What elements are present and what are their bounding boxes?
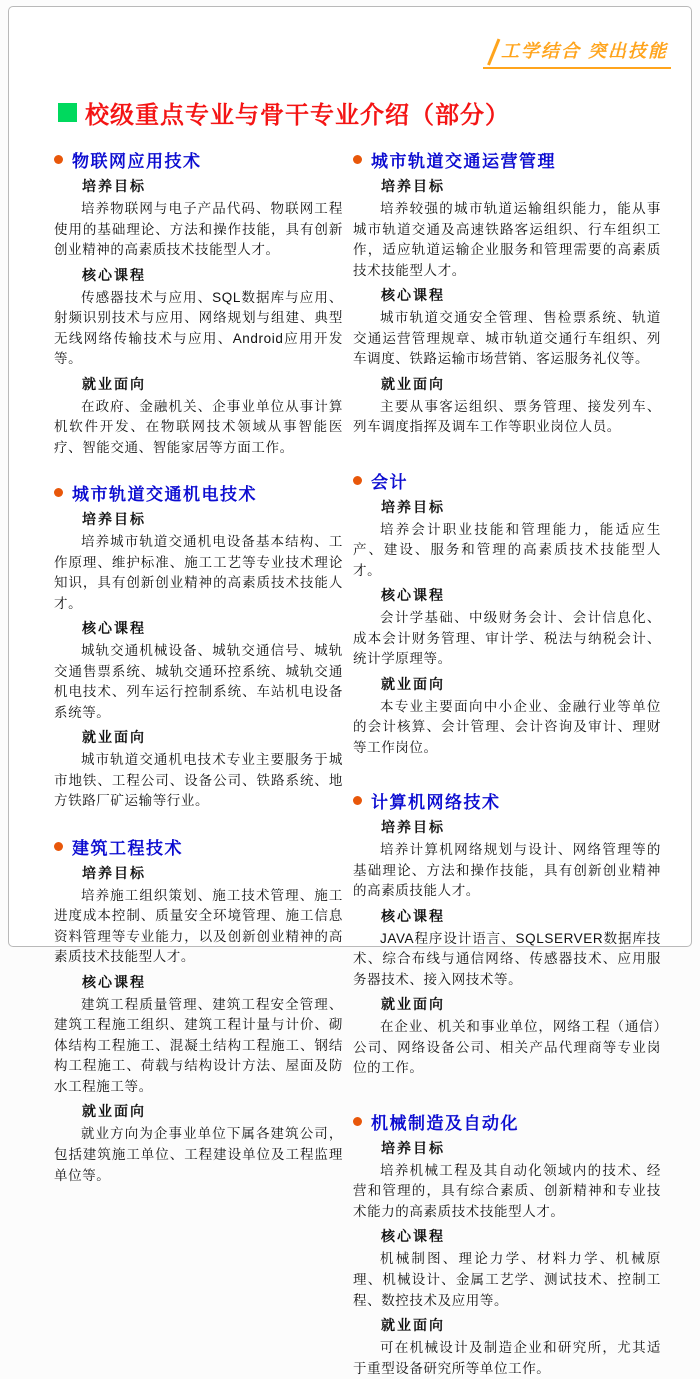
left-column	[54, 147, 343, 1186]
page-title-text: 校级重点专业与骨干专业介绍（部分）	[85, 102, 510, 129]
major-title-row	[54, 147, 343, 172]
major-section	[54, 147, 343, 458]
courses-heading: 核心课程	[82, 620, 146, 637]
green-square-icon	[58, 103, 77, 122]
jobs-heading: 就业面向	[381, 675, 445, 692]
jobs-heading: 就业面向	[82, 375, 146, 392]
goal-heading: 培养目标	[381, 498, 445, 515]
major-title: 城市轨道交通机电技术	[72, 485, 257, 505]
jobs-text: 在政府、金融机关、企事业单位从事计算机软件开发、在物联网技术领域从事智能医疗、智能交通、智能家居等方面工作。	[54, 398, 343, 455]
major-title: 计算机网络技术	[371, 793, 501, 813]
major-title-row	[353, 788, 661, 813]
jobs-heading: 就业面向	[82, 1103, 146, 1120]
courses-text: 城市轨道交通安全管理、售检票系统、轨道交通运营管理规章、城市轨道交通行车组织、列车调度、铁路运输市场营销、客运服务礼仪等。	[353, 310, 661, 367]
jobs-heading: 就业面向	[381, 996, 445, 1013]
goal-text: 培养计算机网络规划与设计、网络管理等的基础理论、方法和操作技能，具有创新创业精神的高素质技能人才。	[353, 842, 661, 899]
bullet-circle-icon	[353, 1117, 362, 1126]
goal-text: 培养较强的城市轨道运输组织能力，能从事城市轨道交通及高速铁路客运组织、行车组织工作，适应轨道运输企业服务和管理需要的高素质技术技能型人才。	[353, 201, 661, 278]
courses-heading: 核心课程	[82, 973, 146, 990]
bullet-circle-icon	[54, 488, 63, 497]
page-frame	[8, 6, 692, 1376]
jobs-text: 本专业主要面向中小企业、金融行业等单位的会计核算、会计管理、会计咨询及审计、理财等工作岗位。	[353, 698, 661, 755]
courses-text: 会计学基础、中级财务会计、会计信息化、成本会计财务管理、审计学、税法与纳税会计、统计学原理等。	[353, 610, 661, 667]
major-section	[353, 468, 661, 759]
bullet-circle-icon	[54, 842, 63, 851]
major-title: 物联网应用技术	[72, 152, 202, 171]
major-title-row	[54, 480, 343, 505]
major-section	[54, 834, 343, 1186]
goal-heading: 培养目标	[381, 819, 445, 836]
major-title-row	[353, 1109, 661, 1134]
bullet-circle-icon	[353, 796, 362, 805]
major-section	[353, 1109, 661, 1379]
courses-heading: 核心课程	[381, 587, 445, 604]
goal-text: 培养施工组织策划、施工技术管理、施工进度成本控制、质量安全环境管理、施工信息资料管理等专业能力，以及创新创业精神的高素质技术技能型人才。	[54, 887, 343, 965]
goal-text: 培养会计职业技能和管理能力，能适应生产、建设、服务和管理的高素质技术技能型人才。	[353, 521, 661, 578]
goal-heading: 培养目标	[82, 178, 146, 194]
goal-heading: 培养目标	[381, 178, 445, 194]
courses-heading: 核心课程	[82, 266, 146, 283]
major-title-row	[353, 468, 661, 493]
bullet-circle-icon	[353, 476, 362, 485]
jobs-heading: 就业面向	[381, 375, 445, 392]
bullet-circle-icon	[54, 155, 63, 164]
major-section	[353, 788, 661, 1079]
major-title: 城市轨道交通运营管理	[371, 152, 556, 171]
goal-text: 培养物联网与电子产品代码、物联网工程使用的基础理论、方法和操作技能，具有创新创业精神的高素质技术技能型人才。	[54, 201, 343, 258]
major-title: 建筑工程技术	[72, 838, 183, 858]
courses-heading: 核心课程	[381, 287, 445, 304]
major-title: 机械制造及自动化	[371, 1113, 519, 1133]
courses-heading: 核心课程	[381, 907, 445, 924]
slogan-text: 工学结合 突出技能	[500, 41, 668, 61]
slash-decoration-icon	[487, 38, 500, 65]
jobs-text: 主要从事客运组织、票务管理、接发列车、列车调度指挥及调车工作等职业岗位人员。	[353, 398, 661, 435]
content-columns	[54, 147, 661, 1379]
page-title	[58, 95, 510, 130]
courses-text: 机械制图、理论力学、材料力学、机械原理、机械设计、金属工艺学、测试技术、控制工程、数控技术及应用等。	[353, 1251, 661, 1308]
goal-text: 培养城市轨道交通机电设备基本结构、工作原理、维护标准、施工工艺等专业技术理论知识，具有创新创业精神的高素质技术技能人才。	[54, 534, 343, 611]
goal-heading: 培养目标	[381, 1139, 445, 1156]
jobs-heading: 就业面向	[82, 729, 146, 746]
courses-heading: 核心课程	[381, 1228, 445, 1245]
jobs-heading: 就业面向	[381, 1317, 445, 1334]
major-title-row	[353, 147, 661, 172]
courses-text: 传感器技术与应用、SQL数据库与应用、射频识别技术与应用、网络规划与组建、典型无线网络传输技术与应用、Android应用开发等。	[54, 289, 343, 367]
jobs-text: 可在机械设计及制造企业和研究所，尤其适于重型设备研究所等单位工作。	[353, 1340, 661, 1376]
jobs-text: 在企业、机关和事业单位，网络工程（通信）公司、网络设备公司、相关产品代理商等专业岗位的工作。	[353, 1019, 661, 1076]
major-section	[54, 480, 343, 812]
major-title-row	[54, 834, 343, 859]
goal-heading: 培养目标	[82, 511, 146, 528]
courses-text: 建筑工程质量管理、建筑工程安全管理、建筑工程施工组织、建筑工程计量与计价、砌体结构工程施工、混凝土结构工程施工、钢结构工程施工、荷载与结构设计方法、屋面及防水工程施工等。	[54, 996, 343, 1094]
courses-text: JAVA程序设计语言、SQLSERVER数据库技术、综合布线与通信网络、传感器技术、应用服务器技术、接入网技术等。	[353, 930, 661, 987]
goal-text: 培养机械工程及其自动化领域内的技术、经营和管理的，具有综合素质、创新精神和专业技术能力的高素质技术技能型人才。	[353, 1162, 661, 1219]
courses-text: 城轨交通机械设备、城轨交通信号、城轨交通售票系统、城轨交通环控系统、城轨交通机电技术、列车运行控制系统、车站机电设备系统等。	[54, 643, 343, 720]
jobs-text: 城市轨道交通机电技术专业主要服务于城市地铁、工程公司、设备公司、铁路系统、地方铁路厂矿运输等行业。	[54, 752, 343, 809]
right-column	[353, 147, 661, 1379]
jobs-text: 就业方向为企事业单位下属各建筑公司，包括建筑施工单位、工程建设单位及工程监理单位等。	[54, 1126, 343, 1183]
major-title: 会计	[371, 472, 408, 492]
bullet-circle-icon	[353, 155, 362, 164]
slogan-banner	[483, 37, 671, 69]
major-section	[353, 147, 661, 438]
goal-heading: 培养目标	[82, 864, 146, 881]
